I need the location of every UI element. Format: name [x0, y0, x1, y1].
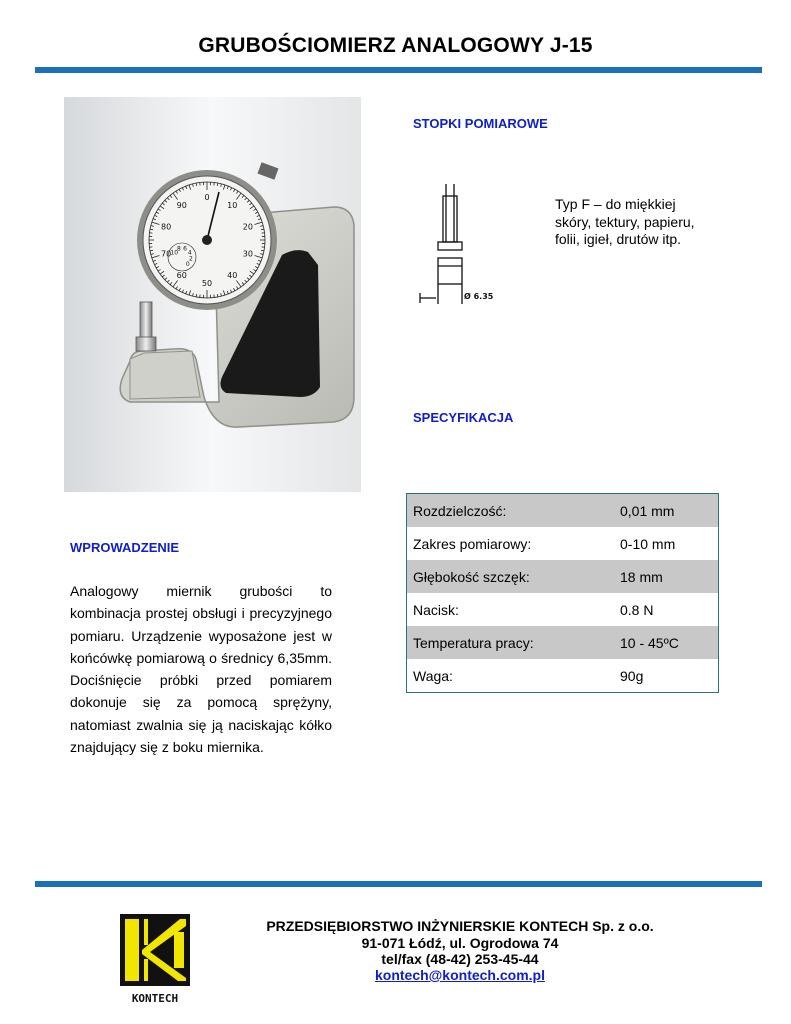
foot-description: Typ F – do miękkiej skóry, tektury, papieru, folii, igieł, drutów itp.: [555, 196, 695, 247]
top-divider: [35, 67, 762, 73]
dial-number: 0: [204, 193, 210, 202]
dial-number: 40: [227, 270, 238, 280]
company-email-line: [200, 967, 720, 983]
foot-dimension-label: Ø 6.35: [464, 292, 494, 301]
feet-section-heading: STOPKI POMIAROWE: [413, 116, 548, 131]
spec-value: 0-10 mm: [620, 535, 676, 552]
dial-tick: [261, 250, 264, 251]
spec-section-heading: SPECYFIKACJA: [413, 410, 514, 425]
dial-tick: [261, 229, 264, 230]
company-email-link[interactable]: kontech@kontech.com.pl: [374, 967, 545, 983]
dial-number: 70: [161, 249, 172, 259]
dial-tick: [217, 294, 218, 297]
spec-row: [407, 659, 719, 693]
product-photo: [64, 97, 361, 492]
logo-text: KONTECH: [131, 992, 179, 1005]
spec-label: Waga:: [413, 667, 453, 684]
subdial-number: 2: [188, 255, 193, 263]
company-phone: tel/fax (48-42) 253-45-44: [381, 951, 539, 967]
spec-value: 0.8 N: [620, 601, 654, 618]
dial-number: 30: [242, 249, 253, 259]
specification-table: [406, 493, 719, 693]
spec-value: 0,01 mm: [614, 494, 719, 528]
subdial-number: 0: [185, 260, 190, 268]
dial-tick: [150, 250, 153, 251]
dial-number: 80: [161, 222, 172, 232]
dial-number: 50: [201, 279, 213, 288]
document-title: GRUBOŚCIOMIERZ ANALOGOWY J-15: [198, 34, 593, 57]
kontech-logo: [120, 914, 190, 1006]
spec-label: Nacisk:: [413, 601, 459, 618]
spec-value: 10 - 45ºC: [614, 626, 719, 659]
spec-row: [407, 593, 719, 626]
dial-number: 90: [176, 201, 187, 211]
dial-number: 10: [227, 201, 238, 211]
spec-value: 90g: [620, 667, 644, 684]
spec-label: Zakres pomiarowy:: [413, 535, 532, 552]
subdial-number: 10: [170, 249, 179, 257]
company-name: PRZEDSIĘBIORSTWO INŻYNIERSKIE KONTECH Sp. z o.o.: [266, 918, 654, 934]
intro-paragraph: Analogowy miernik grubości to kombinacja prostej obsługi i precyzyjnego pomiaru. Urządzenie wyposażone jest w końcówkę pomiarową o średnicy 6,35mm. Dociśnięcie próbki przed pomiarem dokonuje się za pomocą sprężyny, natomiast zwalnia się ją naciskając kółko znajdujący się z boku miernika.: [70, 583, 332, 756]
spec-row: [407, 494, 719, 528]
spec-label: Rozdzielczość:: [407, 494, 615, 528]
dial-tick: [217, 183, 218, 186]
subdial-number: 8: [177, 245, 181, 253]
spec-row: [407, 527, 719, 560]
spec-label: Temperatura pracy:: [407, 626, 615, 659]
intro-section-heading: WPROWADZENIE: [70, 540, 180, 555]
spec-row: [407, 626, 719, 659]
subdial-number: 6: [183, 245, 187, 253]
company-address: 91-071 Łódź, ul. Ogrodowa 74: [361, 935, 559, 951]
dial-tick: [150, 229, 153, 230]
spec-row: [407, 560, 719, 593]
dial-tick: [196, 183, 197, 186]
subdial-number: 4: [187, 249, 192, 257]
bottom-divider: [35, 881, 762, 887]
dial-number: 20: [242, 222, 253, 232]
spec-label: Głębokość szczęk:: [407, 560, 615, 593]
measuring-foot-drawing: [412, 180, 512, 305]
dial-number: 60: [176, 270, 187, 280]
spec-value: 18 mm: [614, 560, 719, 593]
dial-tick: [196, 294, 197, 297]
